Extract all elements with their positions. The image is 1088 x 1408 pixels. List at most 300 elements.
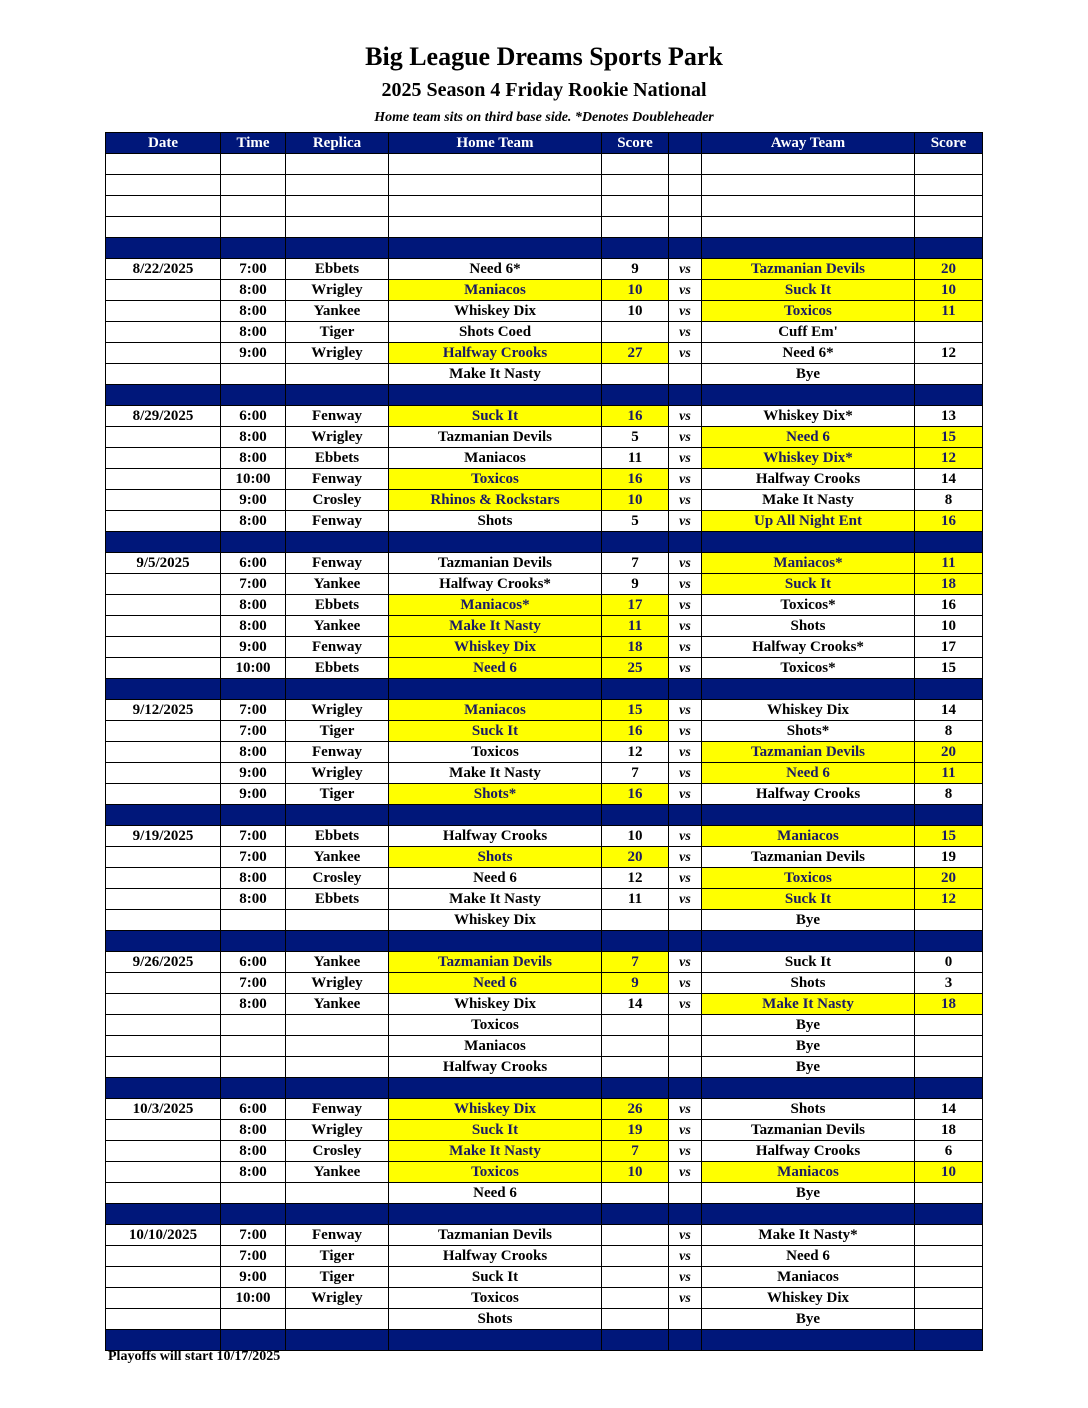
empty-cell: [702, 217, 915, 238]
away-team: Maniacos: [702, 1267, 915, 1288]
empty-cell: [106, 196, 221, 217]
separator-cell: [106, 1204, 221, 1225]
separator-cell: [702, 1204, 915, 1225]
home-team: Tazmanian Devils: [389, 1225, 602, 1246]
field-replica: Wrigley: [286, 700, 389, 721]
game-date: [106, 301, 221, 322]
home-score: [602, 364, 669, 385]
vs-label: vs: [669, 847, 702, 868]
separator-cell: [221, 1078, 286, 1099]
vs-label: [669, 1309, 702, 1330]
week-separator-row: [106, 1330, 983, 1351]
game-time: 8:00: [221, 448, 286, 469]
home-score: 27: [602, 343, 669, 364]
home-score: 10: [602, 280, 669, 301]
game-time: 8:00: [221, 595, 286, 616]
separator-cell: [915, 532, 983, 553]
field-replica: Crosley: [286, 490, 389, 511]
vs-label: vs: [669, 259, 702, 280]
separator-cell: [669, 532, 702, 553]
empty-cell: [915, 175, 983, 196]
field-replica: Ebbets: [286, 595, 389, 616]
game-date: [106, 742, 221, 763]
away-score: 18: [915, 1120, 983, 1141]
away-score: 15: [915, 427, 983, 448]
home-score: [602, 1288, 669, 1309]
game-time: 10:00: [221, 1288, 286, 1309]
home-score: 10: [602, 301, 669, 322]
home-team: Whiskey Dix: [389, 1099, 602, 1120]
game-row: [106, 1267, 983, 1288]
home-team: Need 6*: [389, 259, 602, 280]
separator-cell: [221, 679, 286, 700]
vs-label: vs: [669, 301, 702, 322]
game-row: [106, 1099, 983, 1120]
away-score: 12: [915, 343, 983, 364]
col-header-away-score: Score: [915, 133, 983, 154]
away-team: Bye: [702, 1036, 915, 1057]
field-replica: Yankee: [286, 994, 389, 1015]
separator-cell: [221, 238, 286, 259]
home-team: Whiskey Dix: [389, 637, 602, 658]
home-team: Halfway Crooks*: [389, 574, 602, 595]
home-team: Halfway Crooks: [389, 1246, 602, 1267]
separator-cell: [915, 1204, 983, 1225]
separator-cell: [602, 385, 669, 406]
game-row: [106, 280, 983, 301]
away-score: [915, 1309, 983, 1330]
game-date: 9/5/2025: [106, 553, 221, 574]
vs-label: vs: [669, 574, 702, 595]
vs-label: vs: [669, 595, 702, 616]
field-replica: Ebbets: [286, 259, 389, 280]
empty-cell: [669, 196, 702, 217]
separator-cell: [106, 385, 221, 406]
home-score: 17: [602, 595, 669, 616]
home-score: 16: [602, 721, 669, 742]
home-team: Make It Nasty: [389, 889, 602, 910]
game-row: [106, 1120, 983, 1141]
home-score: 12: [602, 742, 669, 763]
field-replica: Fenway: [286, 637, 389, 658]
away-team: Suck It: [702, 574, 915, 595]
field-replica: Fenway: [286, 1099, 389, 1120]
away-score: [915, 1183, 983, 1204]
vs-label: vs: [669, 616, 702, 637]
away-score: 20: [915, 742, 983, 763]
separator-cell: [602, 805, 669, 826]
away-score: 18: [915, 574, 983, 595]
game-row: [106, 1162, 983, 1183]
game-date: [106, 616, 221, 637]
game-row: [106, 448, 983, 469]
field-replica: Fenway: [286, 469, 389, 490]
game-row: [106, 1246, 983, 1267]
empty-cell: [602, 154, 669, 175]
game-row: [106, 868, 983, 889]
separator-cell: [702, 532, 915, 553]
game-row: [106, 364, 983, 385]
empty-cell: [286, 196, 389, 217]
vs-label: vs: [669, 1162, 702, 1183]
field-replica: Wrigley: [286, 1120, 389, 1141]
separator-cell: [702, 1330, 915, 1351]
separator-cell: [286, 532, 389, 553]
game-date: 9/19/2025: [106, 826, 221, 847]
home-score: 19: [602, 1120, 669, 1141]
home-team: Shots Coed: [389, 322, 602, 343]
vs-label: [669, 1015, 702, 1036]
away-team: Need 6: [702, 763, 915, 784]
col-header-away-team: Away Team: [702, 133, 915, 154]
game-time: 10:00: [221, 658, 286, 679]
game-row: [106, 1309, 983, 1330]
separator-cell: [669, 1204, 702, 1225]
game-row: [106, 847, 983, 868]
game-date: [106, 343, 221, 364]
vs-label: vs: [669, 448, 702, 469]
game-time: 8:00: [221, 1120, 286, 1141]
home-team: Toxicos: [389, 742, 602, 763]
empty-cell: [106, 154, 221, 175]
vs-label: [669, 910, 702, 931]
home-team: Suck It: [389, 721, 602, 742]
away-team: Suck It: [702, 952, 915, 973]
separator-cell: [221, 532, 286, 553]
game-date: [106, 658, 221, 679]
empty-cell: [389, 154, 602, 175]
separator-cell: [106, 805, 221, 826]
game-row: [106, 910, 983, 931]
separator-cell: [669, 805, 702, 826]
empty-cell: [669, 154, 702, 175]
home-team: Toxicos: [389, 1162, 602, 1183]
game-date: [106, 469, 221, 490]
table-header-row: [106, 133, 983, 154]
home-score: 14: [602, 994, 669, 1015]
separator-cell: [221, 805, 286, 826]
game-date: [106, 1057, 221, 1078]
separator-cell: [702, 805, 915, 826]
game-row: [106, 763, 983, 784]
week-separator-row: [106, 805, 983, 826]
separator-cell: [915, 679, 983, 700]
empty-cell: [286, 175, 389, 196]
col-header-vs: [669, 133, 702, 154]
game-date: [106, 1267, 221, 1288]
home-team: Suck It: [389, 1120, 602, 1141]
home-team: Toxicos: [389, 1288, 602, 1309]
separator-cell: [669, 238, 702, 259]
home-team: Maniacos*: [389, 595, 602, 616]
game-row: [106, 322, 983, 343]
game-row: [106, 658, 983, 679]
game-time: 8:00: [221, 322, 286, 343]
empty-cell: [669, 175, 702, 196]
game-time: 8:00: [221, 1162, 286, 1183]
game-row: [106, 595, 983, 616]
separator-cell: [915, 931, 983, 952]
vs-label: vs: [669, 427, 702, 448]
away-team: Up All Night Ent: [702, 511, 915, 532]
game-time: 8:00: [221, 616, 286, 637]
home-team: Make It Nasty: [389, 763, 602, 784]
home-score: [602, 1183, 669, 1204]
away-score: 12: [915, 448, 983, 469]
empty-cell: [106, 217, 221, 238]
game-date: [106, 280, 221, 301]
game-time: 6:00: [221, 553, 286, 574]
field-replica: Wrigley: [286, 280, 389, 301]
game-time: 9:00: [221, 490, 286, 511]
game-date: [106, 595, 221, 616]
away-team: Need 6*: [702, 343, 915, 364]
separator-cell: [602, 1330, 669, 1351]
game-date: [106, 427, 221, 448]
game-date: 8/29/2025: [106, 406, 221, 427]
home-score: 9: [602, 259, 669, 280]
field-replica: [286, 1309, 389, 1330]
game-time: 8:00: [221, 994, 286, 1015]
home-score: [602, 1267, 669, 1288]
away-team: Bye: [702, 1309, 915, 1330]
home-team: Maniacos: [389, 700, 602, 721]
away-score: 16: [915, 595, 983, 616]
separator-cell: [702, 679, 915, 700]
game-time: 10:00: [221, 469, 286, 490]
game-date: [106, 637, 221, 658]
empty-cell: [915, 196, 983, 217]
separator-cell: [389, 1330, 602, 1351]
home-team: Whiskey Dix: [389, 301, 602, 322]
field-replica: Wrigley: [286, 343, 389, 364]
separator-cell: [286, 1078, 389, 1099]
game-date: [106, 1015, 221, 1036]
separator-cell: [286, 238, 389, 259]
field-replica: Ebbets: [286, 658, 389, 679]
separator-cell: [221, 1330, 286, 1351]
separator-cell: [389, 1078, 602, 1099]
game-date: [106, 868, 221, 889]
game-time: 7:00: [221, 826, 286, 847]
separator-cell: [602, 679, 669, 700]
away-team: Make It Nasty*: [702, 1225, 915, 1246]
home-score: [602, 1225, 669, 1246]
field-replica: [286, 1183, 389, 1204]
vs-label: vs: [669, 1267, 702, 1288]
field-replica: Fenway: [286, 553, 389, 574]
separator-cell: [915, 805, 983, 826]
separator-cell: [221, 931, 286, 952]
home-score: 11: [602, 448, 669, 469]
home-team: Rhinos & Rockstars: [389, 490, 602, 511]
away-score: 3: [915, 973, 983, 994]
game-date: 8/22/2025: [106, 259, 221, 280]
empty-row: [106, 154, 983, 175]
separator-cell: [915, 385, 983, 406]
vs-label: vs: [669, 1141, 702, 1162]
home-team: Make It Nasty: [389, 364, 602, 385]
away-team: Cuff Em': [702, 322, 915, 343]
away-team: Tazmanian Devils: [702, 742, 915, 763]
home-score: 16: [602, 784, 669, 805]
away-team: Shots*: [702, 721, 915, 742]
field-replica: Yankee: [286, 574, 389, 595]
home-team: Make It Nasty: [389, 1141, 602, 1162]
home-score: 7: [602, 763, 669, 784]
game-row: [106, 826, 983, 847]
game-time: [221, 1183, 286, 1204]
away-team: Bye: [702, 1015, 915, 1036]
col-header-date: Date: [106, 133, 221, 154]
game-row: [106, 784, 983, 805]
game-time: 8:00: [221, 427, 286, 448]
home-score: 18: [602, 637, 669, 658]
game-time: 6:00: [221, 406, 286, 427]
home-team: Shots: [389, 847, 602, 868]
week-separator-row: [106, 532, 983, 553]
game-time: 6:00: [221, 1099, 286, 1120]
away-team: Shots: [702, 616, 915, 637]
game-time: 8:00: [221, 1141, 286, 1162]
empty-cell: [669, 217, 702, 238]
game-row: [106, 343, 983, 364]
away-team: Halfway Crooks: [702, 469, 915, 490]
separator-cell: [106, 931, 221, 952]
game-time: 9:00: [221, 784, 286, 805]
away-score: 14: [915, 1099, 983, 1120]
away-team: Bye: [702, 910, 915, 931]
game-row: [106, 973, 983, 994]
vs-label: vs: [669, 322, 702, 343]
game-row: [106, 301, 983, 322]
field-replica: Tiger: [286, 784, 389, 805]
vs-label: vs: [669, 553, 702, 574]
home-score: [602, 1057, 669, 1078]
game-date: [106, 721, 221, 742]
col-header-home-score: Score: [602, 133, 669, 154]
game-time: 8:00: [221, 301, 286, 322]
empty-cell: [286, 217, 389, 238]
separator-cell: [106, 1078, 221, 1099]
vs-label: vs: [669, 826, 702, 847]
empty-row: [106, 217, 983, 238]
home-score: 16: [602, 469, 669, 490]
home-team: Suck It: [389, 406, 602, 427]
game-date: [106, 490, 221, 511]
field-replica: Tiger: [286, 1246, 389, 1267]
game-date: [106, 973, 221, 994]
away-team: Toxicos: [702, 868, 915, 889]
away-score: [915, 1036, 983, 1057]
away-team: Suck It: [702, 889, 915, 910]
game-time: [221, 364, 286, 385]
field-replica: Ebbets: [286, 448, 389, 469]
field-replica: Yankee: [286, 847, 389, 868]
away-score: 20: [915, 868, 983, 889]
game-row: [106, 259, 983, 280]
vs-label: vs: [669, 406, 702, 427]
separator-cell: [669, 679, 702, 700]
empty-cell: [221, 154, 286, 175]
game-time: 7:00: [221, 1225, 286, 1246]
separator-cell: [286, 1204, 389, 1225]
away-team: Maniacos*: [702, 553, 915, 574]
vs-label: vs: [669, 700, 702, 721]
empty-cell: [221, 175, 286, 196]
empty-cell: [389, 196, 602, 217]
vs-label: vs: [669, 343, 702, 364]
home-team: Tazmanian Devils: [389, 427, 602, 448]
home-team: Tazmanian Devils: [389, 553, 602, 574]
home-score: 12: [602, 868, 669, 889]
away-score: 10: [915, 1162, 983, 1183]
away-score: [915, 364, 983, 385]
away-team: Bye: [702, 1057, 915, 1078]
field-replica: Wrigley: [286, 1288, 389, 1309]
game-time: 7:00: [221, 700, 286, 721]
separator-cell: [106, 532, 221, 553]
game-row: [106, 952, 983, 973]
away-team: Maniacos: [702, 1162, 915, 1183]
game-date: [106, 847, 221, 868]
separator-cell: [389, 385, 602, 406]
game-row: [106, 1036, 983, 1057]
game-time: [221, 1036, 286, 1057]
game-date: [106, 1288, 221, 1309]
empty-cell: [221, 217, 286, 238]
vs-label: vs: [669, 658, 702, 679]
away-score: 14: [915, 469, 983, 490]
separator-cell: [669, 1330, 702, 1351]
home-score: [602, 1036, 669, 1057]
vs-label: vs: [669, 994, 702, 1015]
home-score: 26: [602, 1099, 669, 1120]
game-row: [106, 469, 983, 490]
home-score: [602, 1309, 669, 1330]
game-row: [106, 616, 983, 637]
away-score: [915, 1267, 983, 1288]
game-date: [106, 1246, 221, 1267]
separator-cell: [602, 532, 669, 553]
field-replica: Ebbets: [286, 826, 389, 847]
game-date: 9/26/2025: [106, 952, 221, 973]
separator-cell: [106, 238, 221, 259]
away-score: 15: [915, 658, 983, 679]
game-time: 8:00: [221, 280, 286, 301]
home-score: 9: [602, 973, 669, 994]
separator-cell: [602, 1078, 669, 1099]
vs-label: vs: [669, 721, 702, 742]
home-team: Shots*: [389, 784, 602, 805]
away-team: Toxicos*: [702, 595, 915, 616]
away-team: Need 6: [702, 427, 915, 448]
separator-cell: [669, 1078, 702, 1099]
game-time: [221, 910, 286, 931]
away-score: 18: [915, 994, 983, 1015]
game-row: [106, 637, 983, 658]
home-team: Whiskey Dix: [389, 910, 602, 931]
away-score: 8: [915, 721, 983, 742]
separator-cell: [702, 931, 915, 952]
game-date: [106, 511, 221, 532]
separator-cell: [286, 385, 389, 406]
game-date: [106, 322, 221, 343]
game-time: 6:00: [221, 952, 286, 973]
game-date: 10/10/2025: [106, 1225, 221, 1246]
empty-cell: [286, 154, 389, 175]
field-replica: Fenway: [286, 406, 389, 427]
